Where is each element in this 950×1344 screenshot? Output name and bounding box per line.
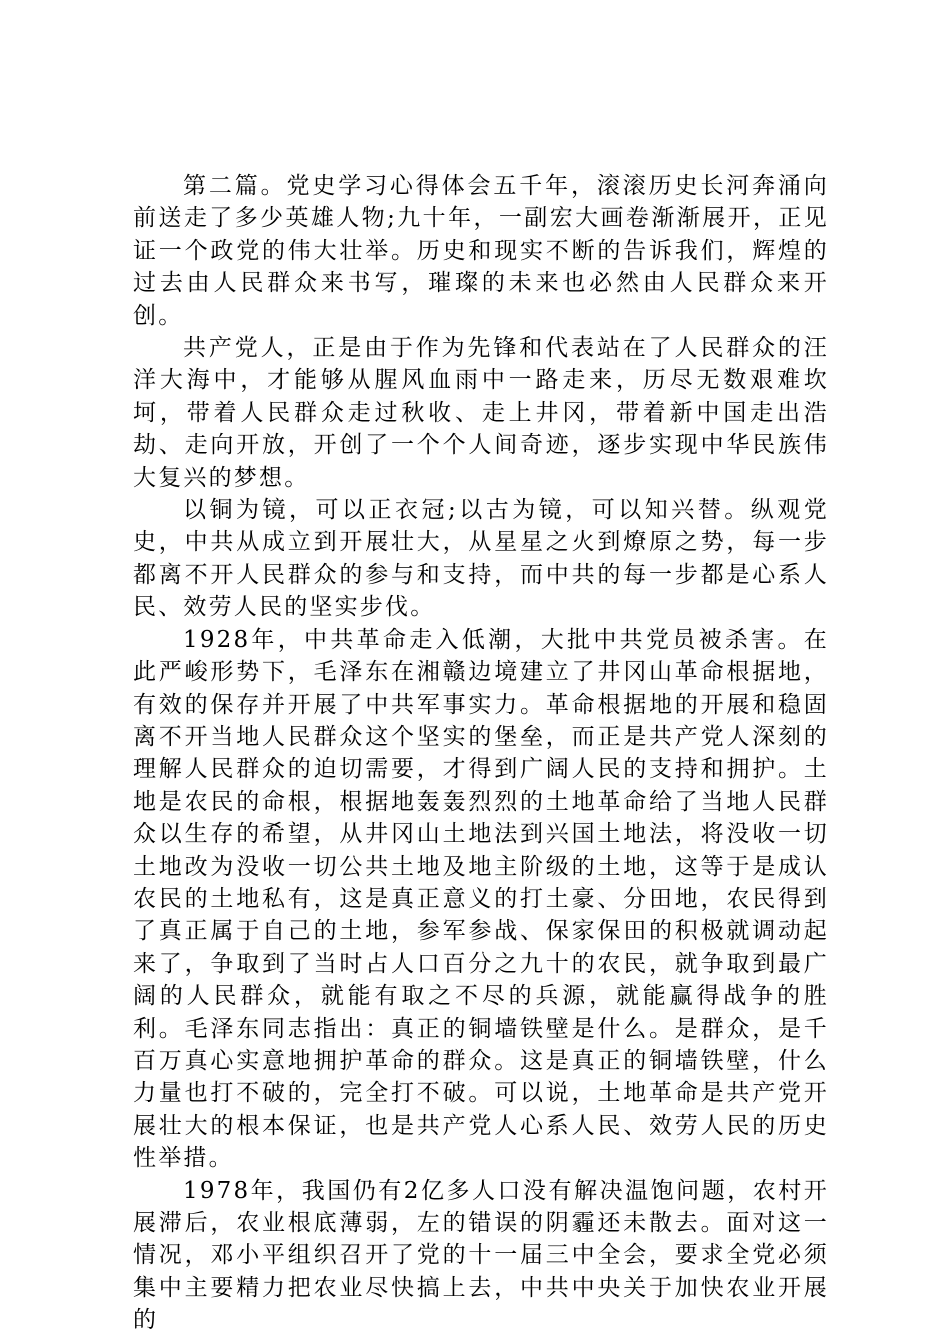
document-body [133,170,829,1337]
paragraph-3: 以铜为镜，可以正衣冠;以古为镜，可以知兴替。纵观党史，中共从成立到开展壮大，从星星之火到燎原之势，每一步都离不开人民群众的参与和支持，而中共的每一步都是心系人民、效劳人民的坚实步伐。 [133,497,829,621]
paragraph-2: 共产党人，正是由于作为先锋和代表站在了人民群众的汪洋大海中，才能够从腥风血雨中一路走来，历尽无数艰难坎坷，带着人民群众走过秋收、走上井冈，带着新中国走出浩劫、走向开放，开创了一个个人间奇迹，逐步实现中华民族伟大复兴的梦想。 [133,335,829,491]
paragraph-1: 第二篇。党史学习心得体会五千年，滚滚历史长河奔涌向前送走了多少英雄人物;九十年，一副宏大画卷渐渐展开，正见证一个政党的伟大壮举。历史和现实不断的告诉我们，辉煌的过去由人民群众来书写，璀璨的未来也必然由人民群众来开创。 [133,173,829,329]
paragraph-4: 1928年，中共革命走入低潮，大批中共党员被杀害。在此严峻形势下，毛泽东在湘赣边境建立了井冈山革命根据地，有效的保存并开展了中共军事实力。革命根据地的开展和稳固离不开当地人民群众这个坚实的堡垒，而正是共产党人深刻的理解人民群众的迫切需要，才得到广阔人民的支持和拥护。土地是农民的命根，根据地轰轰烈烈的土地革命给了当地人民群众以生存的希望，从井冈山土地法到兴国土地法，将没收一切土地改为没收一切公共土地及地主阶级的土地，这等于是成认农民的土地私有，这是真正意义的打土豪、分田地，农民得到了真正属于自己的土地，参军参战、保家保田的积极就调动起来了，争取到了当时占人口百分之九十的农民，就争取到最广阔的人民群众，就能有取之不尽的兵源，就能赢得战争的胜利。毛泽东同志指出：真正的铜墙铁壁是什么。是群众，是千百万真心实意地拥护革命的群众。这是真正的铜墙铁壁，什么力量也打不破的，完全打不破。可以说，土地革命是共产党开展壮大的根本保证，也是共产党人心系人民、效劳人民的历史性举措。 [133,626,829,1172]
paragraph-5: 1978年，我国仍有2亿多人口没有解决温饱问题，农村开展滞后，农业根底薄弱，左的错误的阴霾还未散去。面对这一情况，邓小平组织召开了党的十一届三中全会，要求全党必须集中主要精力把农业尽快搞上去，中共中央关于加快农业开展的 [133,1177,829,1334]
